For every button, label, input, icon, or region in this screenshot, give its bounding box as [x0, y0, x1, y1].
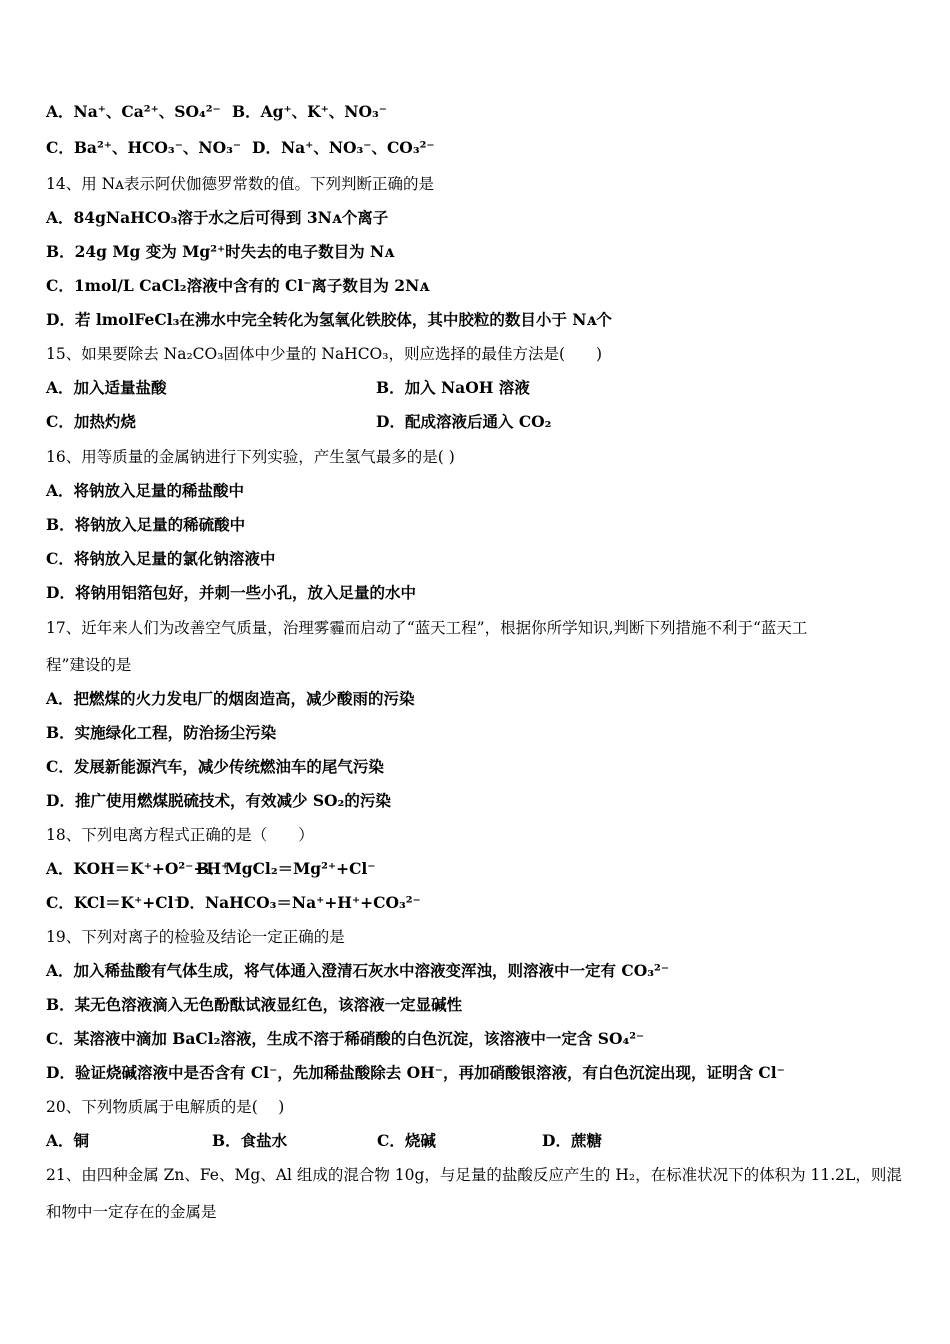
- question-17-continued: 程”建设的是: [46, 656, 132, 674]
- q19-option-a: A．加入稀盐酸有气体生成，将气体通入澄清石灰水中溶液变浑浊，则溶液中一定有 CO₃²⁻: [46, 961, 670, 980]
- q16-option-b: B．将钠放入足量的稀硫酸中: [46, 515, 246, 534]
- q14-option-d: D．若 lmolFeCl₃在沸水中完全转化为氢氧化铁胶体，其中胶粒的数目小于 Nᴀ个: [46, 310, 612, 329]
- q14-option-b: B．24g Mg 变为 Mg²⁺时失去的电子数目为 Nᴀ: [46, 242, 395, 261]
- q15-option-c: C．加热灼烧: [46, 412, 136, 431]
- q15-option-a: A．加入适量盐酸: [46, 378, 167, 397]
- question-20: 20、下列物质属于电解质的是( ): [46, 1098, 285, 1116]
- option-line-2b: D．Na⁺、NO₃⁻、CO₃²⁻: [252, 138, 435, 157]
- q15-option-d: D．配成溶液后通入 CO₂: [376, 412, 552, 431]
- option-line-2a: C．Ba²⁺、HCO₃⁻、NO₃⁻: [46, 138, 242, 157]
- q18-option-d: D．NaHCO₃＝Na⁺+H⁺+CO₃²⁻: [176, 893, 421, 912]
- q18-option-a: A．KOH＝K⁺+O²⁻+H⁺: [46, 859, 230, 878]
- q17-option-c: C．发展新能源汽车，减少传统燃油车的尾气污染: [46, 757, 384, 776]
- q18-option-c: C．KCl＝K⁺+Cl⁻: [46, 893, 182, 912]
- q20-option-b: B．食盐水: [212, 1131, 288, 1150]
- question-21: 21、由四种金属 Zn、Fe、Mg、Al 组成的混合物 10g，与足量的盐酸反应产生的 H₂，在标准状况下的体积为 11.2L，则混: [46, 1166, 902, 1184]
- q17-option-b: B．实施绿化工程，防治扬尘污染: [46, 723, 277, 742]
- q14-option-c: C．1mol/L CaCl₂溶液中含有的 Cl⁻离子数目为 2Nᴀ: [46, 276, 430, 295]
- q18-option-b: B．MgCl₂＝Mg²⁺+Cl⁻: [196, 859, 376, 878]
- q19-option-c: C．某溶液中滴加 BaCl₂溶液，生成不溶于稀硝酸的白色沉淀，该溶液中一定含 SO₄²⁻: [46, 1029, 645, 1048]
- q20-option-c: C．烧碱: [377, 1131, 436, 1150]
- q15-option-b: B．加入 NaOH 溶液: [376, 378, 530, 397]
- q20-option-d: D．蔗糖: [542, 1131, 602, 1150]
- q16-option-c: C．将钠放入足量的氯化钠溶液中: [46, 549, 276, 568]
- q17-option-a: A．把燃煤的火力发电厂的烟囱造高，减少酸雨的污染: [46, 689, 415, 708]
- question-17: 17、近年来人们为改善空气质量，治理雾霾而启动了“蓝天工程”，根据你所学知识,判断下列措施不利于“蓝天工: [46, 619, 808, 637]
- q17-option-d: D．推广使用燃煤脱硫技术，有效减少 SO₂的污染: [46, 791, 391, 810]
- question-19: 19、下列对离子的检验及结论一定正确的是: [46, 928, 345, 946]
- option-line-1b: B．Ag⁺、K⁺、NO₃⁻: [232, 102, 387, 121]
- option-line-1a: A．Na⁺、Ca²⁺、SO₄²⁻: [46, 102, 221, 121]
- question-15: 15、如果要除去 Na₂CO₃固体中少量的 NaHCO₃，则应选择的最佳方法是( ): [46, 345, 603, 363]
- question-18: 18、下列电离方程式正确的是（ ）: [46, 826, 314, 844]
- q19-option-b: B．某无色溶液滴入无色酚酞试液显红色，该溶液一定显碱性: [46, 995, 463, 1014]
- question-21-continued: 和物中一定存在的金属是: [46, 1203, 217, 1221]
- q16-option-d: D．将钠用铝箔包好，并刺一些小孔，放入足量的水中: [46, 583, 416, 602]
- question-14: 14、用 Nᴀ表示阿伏伽德罗常数的值。下列判断正确的是: [46, 175, 434, 193]
- q16-option-a: A．将钠放入足量的稀盐酸中: [46, 481, 245, 500]
- question-16: 16、用等质量的金属钠进行下列实验，产生氢气最多的是( ): [46, 448, 455, 466]
- q19-option-d: D．验证烧碱溶液中是否含有 Cl⁻，先加稀盐酸除去 OH⁻，再加硝酸银溶液，有白色沉淀出现，证明含 Cl⁻: [46, 1063, 785, 1082]
- q14-option-a: A．84gNaHCO₃溶于水之后可得到 3Nᴀ个离子: [46, 208, 389, 227]
- q20-option-a: A．铜: [46, 1131, 90, 1150]
